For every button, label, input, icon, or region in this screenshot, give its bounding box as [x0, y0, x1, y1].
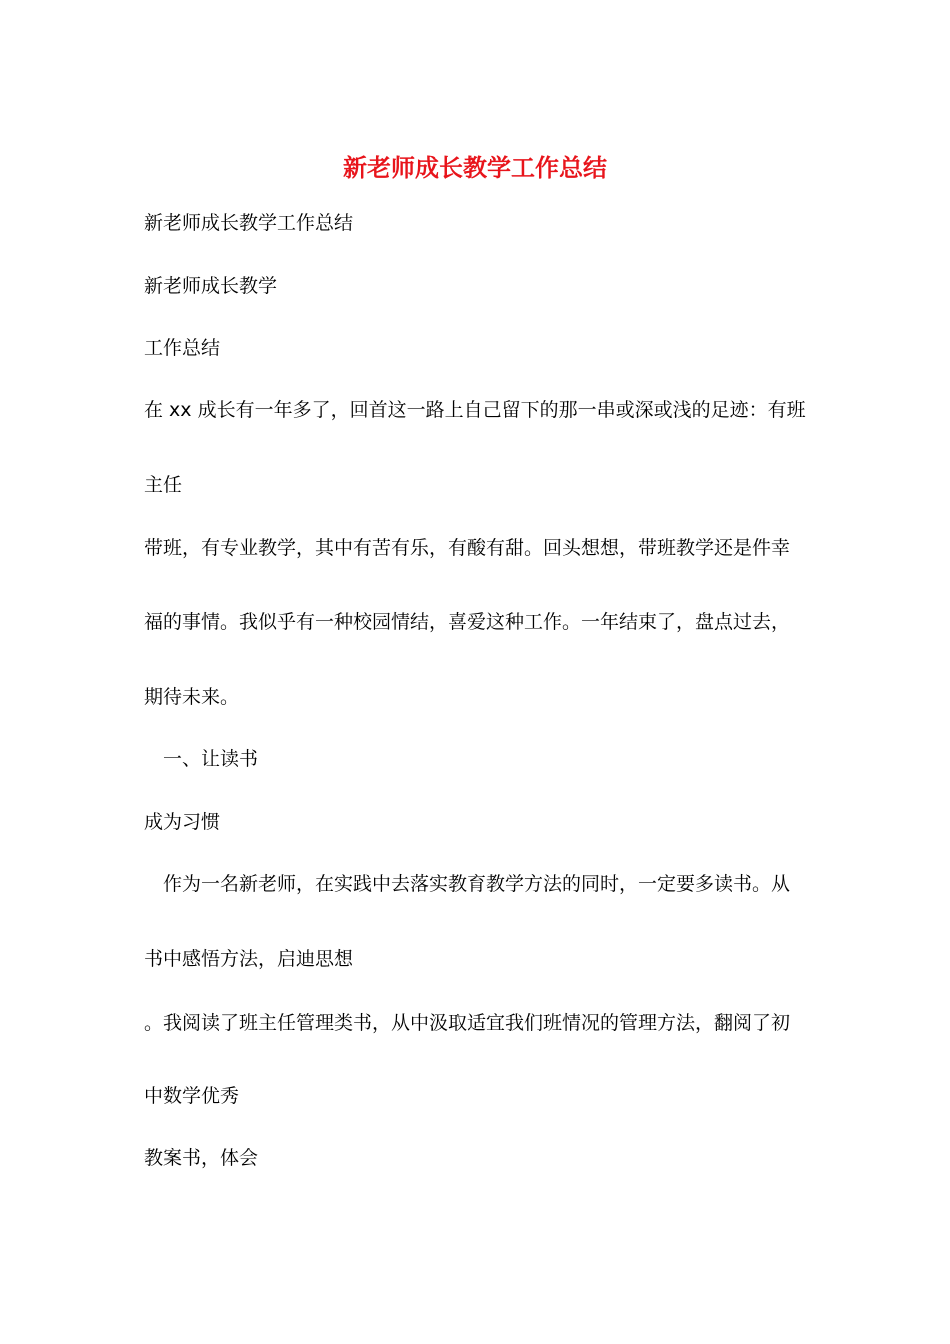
document-title: 新老师成长教学工作总结: [343, 153, 607, 182]
paragraph-line: 主任: [144, 474, 183, 496]
paragraph-line: 期待未来。: [144, 686, 240, 708]
paragraph-line: 教案书，体会: [144, 1147, 259, 1169]
paragraph-line: 成为习惯: [144, 811, 221, 833]
paragraph-line: 新老师成长教学工作总结: [144, 212, 354, 234]
paragraph-line: 在 xx 成长有一年多了，回首这一路上自己留下的那一串或深或浅的足迹：有班: [144, 399, 806, 421]
section-heading: 一、让读书: [163, 748, 259, 770]
paragraph-line: 书中感悟方法，启迪思想: [144, 948, 354, 970]
paragraph-line: 带班，有专业教学，其中有苦有乐，有酸有甜。回头想想，带班教学还是件幸: [144, 537, 791, 559]
paragraph-line: 工作总结: [144, 337, 221, 359]
paragraph-line: 作为一名新老师，在实践中去落实教育教学方法的同时，一定要多读书。从: [163, 873, 791, 895]
paragraph-line: 福的事情。我似乎有一种校园情结，喜爱这种工作。一年结束了，盘点过去，: [144, 611, 791, 633]
paragraph-line: 。我阅读了班主任管理类书，从中汲取适宜我们班情况的管理方法，翻阅了初: [144, 1012, 791, 1034]
paragraph-line: 新老师成长教学: [144, 275, 278, 297]
paragraph-line: 中数学优秀: [144, 1085, 240, 1107]
